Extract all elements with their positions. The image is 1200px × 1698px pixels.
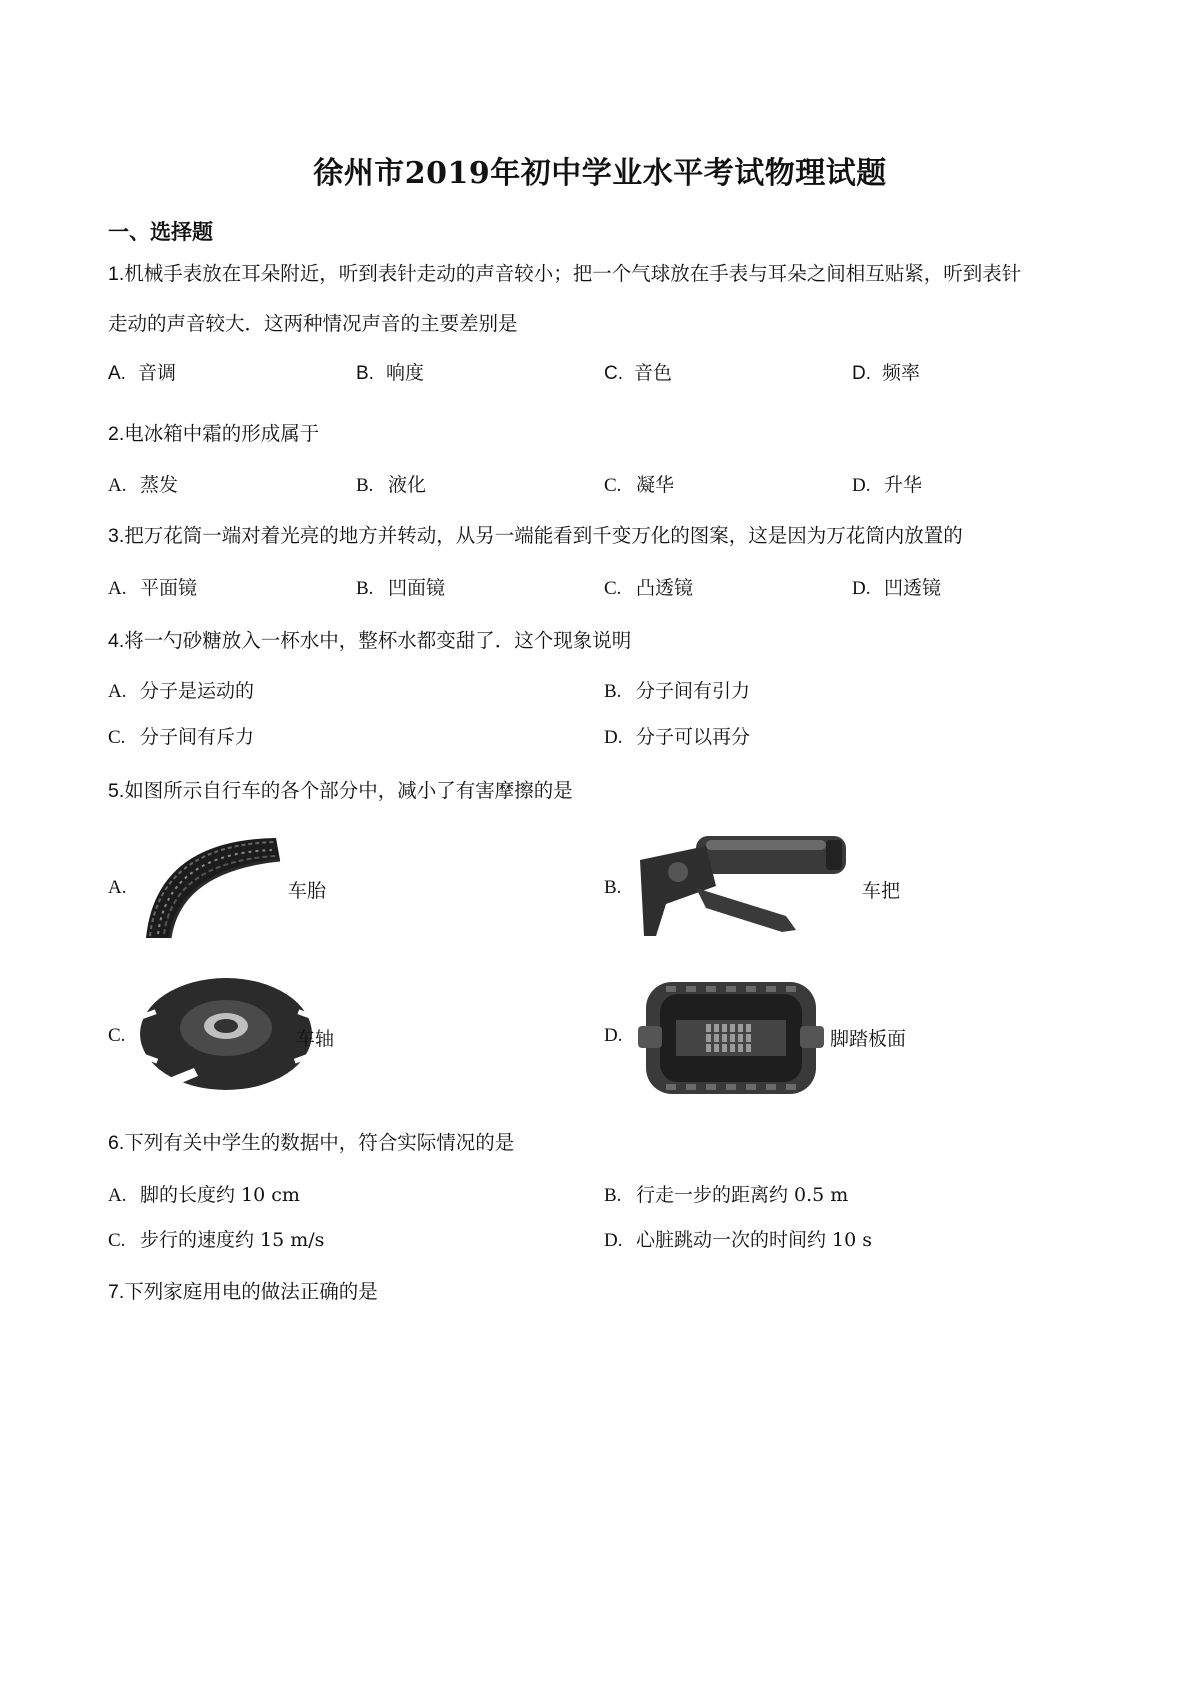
question-text: 机械手表放在耳朵附近，听到表针走动的声音较小；把一个气球放在手表与耳朵之间相互贴紧，听到表针	[124, 262, 1022, 285]
question-1-continued: 走动的声音较大．这两种情况声音的主要差别是	[108, 312, 518, 335]
question-text: 电冰箱中霜的形成属于	[124, 422, 320, 445]
question-4: 4.将一勺砂糖放入一杯水中，整杯水都变甜了．这个现象说明	[108, 629, 632, 652]
question-7: 7.下列家庭用电的做法正确的是	[108, 1280, 378, 1303]
option-b: B. 分子间有引力	[604, 680, 751, 702]
option-c-letter: C.	[108, 1025, 126, 1046]
question-text: 将一勺砂糖放入一杯水中，整杯水都变甜了．这个现象说明	[124, 629, 632, 652]
option-a: A. 音调	[108, 362, 177, 384]
bicycle-tire-icon	[136, 830, 286, 946]
option-d: D. 升华	[852, 474, 923, 496]
question-text: 下列有关中学生的数据中，符合实际情况的是	[124, 1131, 515, 1154]
option-b: B. 凹面镜	[356, 577, 446, 599]
question-text: 下列家庭用电的做法正确的是	[124, 1280, 378, 1303]
bicycle-pedal-icon	[636, 976, 826, 1104]
option-a-text: 车胎	[288, 880, 327, 902]
question-3: 3.把万花筒一端对着光亮的地方并转动，从另一端能看到千变万化的图案，这是因为万花筒内放置的	[108, 524, 963, 547]
option-c: C. 凝华	[604, 474, 675, 496]
option-c: C. 凸透镜	[604, 577, 694, 599]
option-d-text: 脚踏板面	[830, 1028, 907, 1050]
option-b: B. 液化	[356, 474, 427, 496]
option-d: D. 心脏跳动一次的时间约 10 s	[604, 1229, 873, 1251]
option-d: D. 凹透镜	[852, 577, 942, 599]
option-c-text: 车轴	[296, 1028, 335, 1050]
option-b-letter: B.	[604, 877, 622, 898]
option-b-text: 车把	[862, 880, 901, 902]
option-b: B. 响度	[356, 362, 425, 384]
section-heading: 一、选择题	[108, 220, 213, 244]
question-1	[108, 258, 1021, 286]
option-d: D. 频率	[852, 362, 921, 384]
question-text: 如图所示自行车的各个部分中，减小了有害摩擦的是	[124, 779, 573, 802]
option-a-letter: A.	[108, 877, 127, 898]
question-text: 把万花筒一端对着光亮的地方并转动，从另一端能看到千变万化的图案，这是因为万花筒内放置的	[124, 524, 963, 547]
question-5: 5.如图所示自行车的各个部分中，减小了有害摩擦的是	[108, 779, 573, 802]
option-a: A. 平面镜	[108, 577, 198, 599]
question-number: 1.	[108, 263, 125, 285]
bicycle-handlebar-icon	[636, 826, 856, 950]
question-2: 2.电冰箱中霜的形成属于	[108, 422, 320, 445]
option-c: C. 音色	[604, 362, 673, 384]
bicycle-axle-icon	[134, 972, 320, 1102]
option-c: C. 分子间有斥力	[108, 726, 255, 748]
option-c: C. 步行的速度约 15 m/s	[108, 1229, 325, 1251]
question-6: 6.下列有关中学生的数据中，符合实际情况的是	[108, 1131, 515, 1154]
page-title: 徐州市2019年初中学业水平考试物理试题	[313, 156, 887, 191]
option-a: A. 分子是运动的	[108, 680, 255, 702]
option-b: B. 行走一步的距离约 0.5 m	[604, 1184, 849, 1206]
option-a: A. 脚的长度约 10 cm	[108, 1184, 300, 1206]
option-a: A. 蒸发	[108, 474, 179, 496]
option-d-letter: D.	[604, 1025, 623, 1046]
option-d: D. 分子可以再分	[604, 726, 751, 748]
